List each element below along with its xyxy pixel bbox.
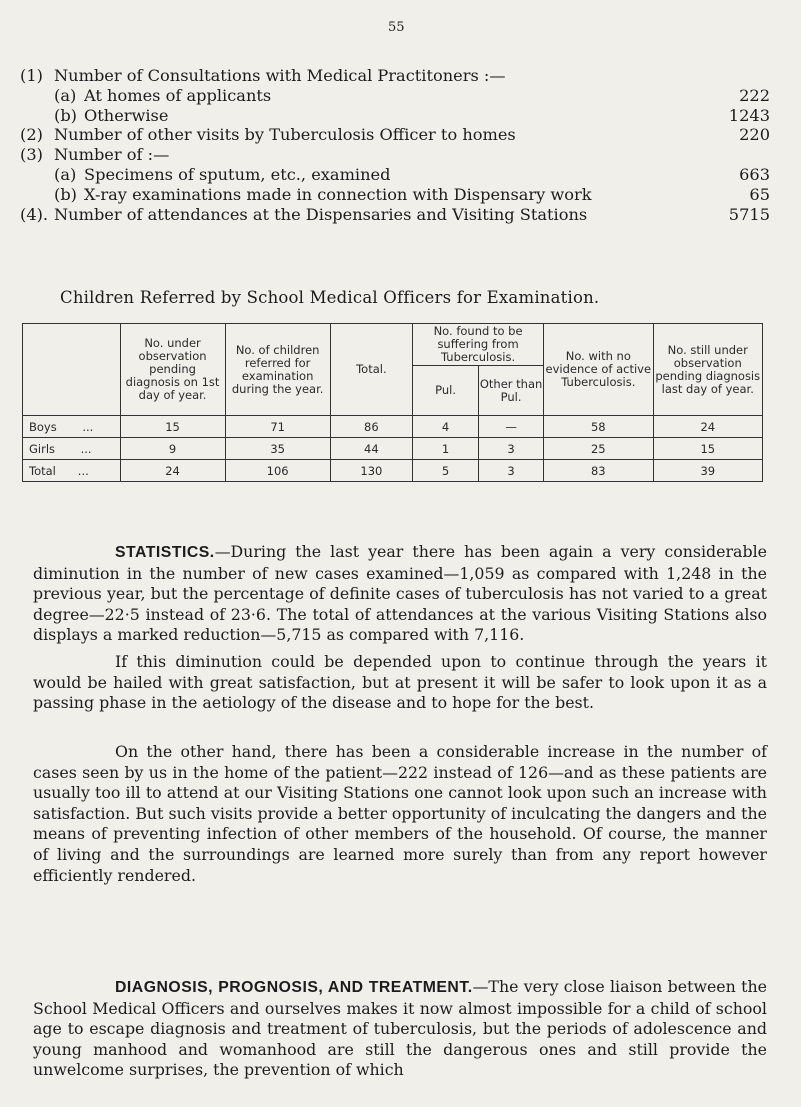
item-label: Otherwise [84, 105, 169, 125]
item-letter: (b) [54, 184, 77, 204]
header-total: Total. [330, 324, 412, 416]
item-value: 1243 [728, 105, 770, 125]
table-cell: 3 [479, 460, 544, 482]
item-value: 5715 [728, 204, 770, 224]
header-found-suffering: No. found to be suffering from Tuberculosis. [413, 324, 544, 366]
table-cell: 5 [413, 460, 479, 482]
header-under-observation: No. under observation pending diagnosis on 1st day of year. [120, 324, 225, 416]
diagnosis-heading: DIAGNOSIS, PROGNOSIS, AND TREATMENT. [115, 979, 473, 996]
row-label: Total ... [23, 460, 121, 482]
statistics-heading: STATISTICS. [115, 544, 215, 561]
table-cell: 24 [120, 460, 225, 482]
table-row [23, 416, 763, 438]
table-cell: 4 [413, 416, 479, 438]
table-cell: 35 [225, 438, 330, 460]
header-still-under: No. still under observation pending diagnosis last day of year. [653, 324, 762, 416]
table-cell: 15 [120, 416, 225, 438]
list-item [20, 165, 770, 185]
consultations-list [20, 66, 770, 224]
item-number: (2) [20, 125, 43, 145]
row-label: Boys ... [23, 416, 121, 438]
statistics-paragraph [33, 542, 767, 646]
diminution-text: If this diminution could be depended upon to continue through the years it would be hailed with great satisfaction, but at present it will be safer to look upon it as a passing phase in the aetiology of the disease and to hope for the best. [33, 652, 767, 713]
item-letter: (a) [54, 85, 77, 105]
row-label: Girls ... [23, 438, 121, 460]
header-no-evidence: No. with no evidence of active Tuberculosis. [544, 324, 653, 416]
item-number: (1) [20, 66, 43, 85]
item-letter: (b) [54, 105, 77, 125]
list-item [20, 86, 770, 106]
other-hand-text: On the other hand, there has been a considerable increase in the number of cases seen by us in the home of the patient—222 instead of 126—and as these patients are usually too ill to attend at our Visiting Stations one cannot look upon such an increase with satisfaction. But such visits provide a better opportunity of inculcating the dangers and the means of preventing infection of other members of the household. Of course, the manner of living and the surroundings are learned more surely than from any report however efficiently rendered. [33, 742, 767, 885]
item-label: Number of :— [54, 145, 170, 165]
item-value: 220 [739, 125, 770, 145]
list-item [20, 205, 770, 225]
header-blank [23, 324, 121, 416]
referrals-table [22, 323, 763, 482]
list-item [20, 125, 770, 145]
item-number: (3) [20, 145, 43, 165]
list-item [20, 106, 770, 126]
item-value: 65 [749, 184, 770, 204]
table-cell: 44 [330, 438, 412, 460]
item-number: (4). [20, 204, 49, 224]
item-label: Specimens of sputum, etc., examined [84, 164, 391, 184]
statistics-text: —During the last year there has been again a very considerable diminution in the number of new cases examined—1,059 as compared with 1,248 in the previous year, but the percentage of definite cases of tuberculosis has not varied to a great degree—22·5 instead of 23·6. The total of attendances at the various Visiting Stations also displays a marked reduction—5,715 as compared with 7,116. [33, 542, 767, 645]
page-number: 55 [388, 20, 405, 35]
list-item [20, 66, 770, 86]
header-other: Other than Pul. [479, 366, 544, 416]
diminution-paragraph [33, 652, 767, 714]
list-item [20, 145, 770, 165]
table-cell: 83 [544, 460, 653, 482]
table-cell: 9 [120, 438, 225, 460]
table-cell: 24 [653, 416, 762, 438]
item-value: 663 [739, 164, 770, 184]
item-label: At homes of applicants [84, 85, 272, 105]
item-letter: (a) [54, 164, 77, 184]
table-cell: 39 [653, 460, 762, 482]
table-cell: 71 [225, 416, 330, 438]
table-cell: 58 [544, 416, 653, 438]
item-label: Number of Consultations with Medical Practitoners :— [54, 66, 506, 85]
item-value: 222 [739, 85, 770, 105]
item-label: Number of other visits by Tuberculosis Officer to homes [54, 125, 516, 145]
diagnosis-text: —The very close liaison between the School Medical Officers and ourselves makes it now almost impossible for a child of school age to escape diagnosis and treatment of tuberculosis, but the periods of adolescence and young manhood and womanhood are still the dangerous ones and still provide the unwelcome surprises, the prevention of which [33, 977, 768, 1080]
list-item [20, 185, 770, 205]
other-hand-paragraph [33, 742, 767, 886]
item-label: Number of attendances at the Dispensaries and Visiting Stations [54, 204, 588, 224]
table-cell: 86 [330, 416, 412, 438]
diagnosis-paragraph [33, 977, 767, 1081]
table-cell: 106 [225, 460, 330, 482]
table-cell: 25 [544, 438, 653, 460]
table-cell: 15 [653, 438, 762, 460]
table-cell: — [479, 416, 544, 438]
item-label: X-ray examinations made in connection with Dispensary work [84, 184, 592, 204]
table-row [23, 438, 763, 460]
header-pul: Pul. [413, 366, 479, 416]
table-row [23, 460, 763, 482]
table-cell: 130 [330, 460, 412, 482]
table-cell: 1 [413, 438, 479, 460]
header-referred: No. of children referred for examination during the year. [225, 324, 330, 416]
table-cell: 3 [479, 438, 544, 460]
table-title: Children Referred by School Medical Officers for Examination. [60, 288, 600, 307]
